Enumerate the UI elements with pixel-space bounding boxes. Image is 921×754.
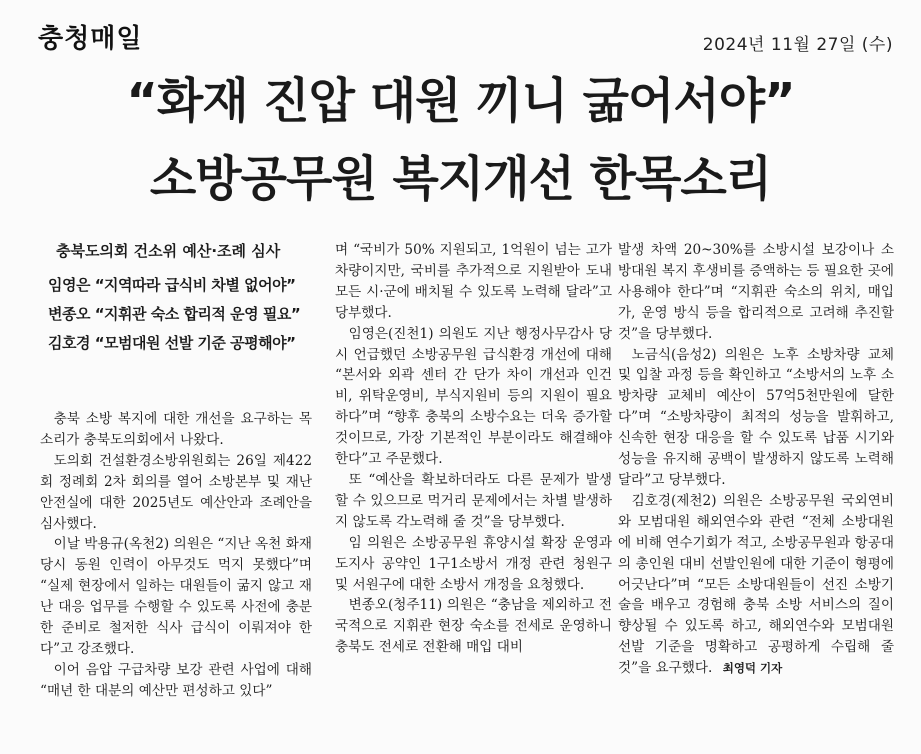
byline: 최영덕 기자 <box>722 661 783 676</box>
paragraph: 발생 차액 20~30%를 소방시설 보강이나 소방대원 복지 후생비를 증액하는 등 필요한 곳에 사용해야 한다”며 “지휘관 숙소의 위치, 매입가, 운영 방식 등을 합리적으로 고려해 추진할 것”을 당부했다. <box>618 242 894 342</box>
paragraph: 며 “국비가 50% 지원되고, 1억원이 넘는 고가 차량이지만, 국비를 추가적으로 지원받아 도내 모든 시·군에 배치될 수 있도록 노력해 달라”고 당부했다. <box>335 242 612 321</box>
headline-line-1: “화재 진압 대원 끼니 굶어서야” <box>126 73 795 129</box>
article-column-3 <box>618 240 894 746</box>
paragraph-text: 김호경(제천2) 의원은 소방공무원 국외연비와 모범대원 해외연수와 관련 “전체 소방대원에 비해 연수기회가 적고, 소방공무원과 항공대의 총인원 대비 선발인원에 대한 기준이 형평에 어긋난다”며 “모든 소방대원들이 선진 소방기술을 배우고 경험해 충북 소방 서비스의 질이 향상될 수 있도록 하고, 해외연수와 모범대원 선발 기준을 명확하고 공평하게 수립해 줄 것”을 요구했다. <box>618 492 894 677</box>
masthead-logo: 충청매일 <box>38 24 143 54</box>
paragraph: 변종오(청주11) 의원은 “충남을 제외하고 전국적으로 지휘관 현장 숙소를 전세로 운영하니 충북도 전세로 전환해 매입 대비 <box>335 597 612 656</box>
paragraph: 임영은(진천1) 의원도 지난 행정사무감사 당시 언급했던 소방공무원 급식환경 개선에 대해 “본서와 외곽 센터 간 단가 차이 개선과 인건비, 위탁운영비, 부식지원비 등의 지원이 필요하다”며 “향후 충북의 소방수요는 더욱 증가할 것이므로, 가장 기본적인 부분이라도 해결해야 한다”고 주문했다. <box>335 325 612 468</box>
publication-date: 2024년 11월 27일 (수) <box>702 35 893 55</box>
subhead-1: 임영은 “지역따라 급식비 차별 없어야” <box>48 276 296 294</box>
paragraph: 도의회 건설환경소방위원회는 26일 제422회 정례회 2차 회의를 열어 소방본부 및 재난안전실에 대한 2025년도 예산안과 조례안을 심사했다. <box>40 452 312 532</box>
subhead-3: 김호경 “모범대원 선발 기준 공평해야” <box>48 334 296 352</box>
paragraph: 충북 소방 복지에 대한 개선을 요구하는 목소리가 충북도의회에서 나왔다. <box>40 411 312 448</box>
article-column-2 <box>335 240 612 746</box>
paragraph: 또 “예산을 확보하더라도 다른 문제가 발생할 수 있으므로 먹거리 문제에서는 차별 발생하지 않도록 각노력해 줄 것”을 당부했다. <box>335 471 612 530</box>
article-column-1 <box>40 240 312 746</box>
paragraph: 이날 박용규(옥천2) 의원은 “지난 옥천 화재 당시 동원 인력이 아무것도 먹지 못했다”며 “실제 현장에서 일하는 대원들이 굶지 않고 재난 대응 업무를 수행할 수 있도록 사전에 충분한 준비로 철저한 식사 급식이 이뤄져야 한다”고 강조했다. <box>40 536 312 657</box>
subhead-2: 변종오 “지휘관 숙소 합리적 운영 필요” <box>48 305 301 323</box>
paragraph <box>618 491 894 679</box>
headline-line-2: 소방공무원 복지개선 한목소리 <box>149 151 772 207</box>
paragraph: 임 의원은 소방공무원 휴양시설 확장 운영과 도지사 공약인 1구1소방서 개정 관련 청원구 및 서원구에 대한 소방서 개정을 요청했다. <box>335 534 612 593</box>
paragraph: 노금식(음성2) 의원은 노후 소방차량 교체 및 입찰 과정 등을 확인하고 “소방서의 노후 소방차량 교체비 예산이 57억5천만원에 달한다”며 “소방차량이 최적의 성능을 발휘하고, 신속한 현장 대응을 할 수 있도록 납품 시기와 성능을 유지해 공백이 발생하지 않도록 노력해달라”고 당부했다. <box>618 346 894 488</box>
paragraph: 이어 음압 구급차량 보강 관련 사업에 대해 “매년 한 대분의 예산만 편성하고 있다” <box>40 661 312 699</box>
subheadings <box>40 240 312 354</box>
kicker: 충북도의회 건소위 예산·조례 심사 <box>56 242 281 260</box>
